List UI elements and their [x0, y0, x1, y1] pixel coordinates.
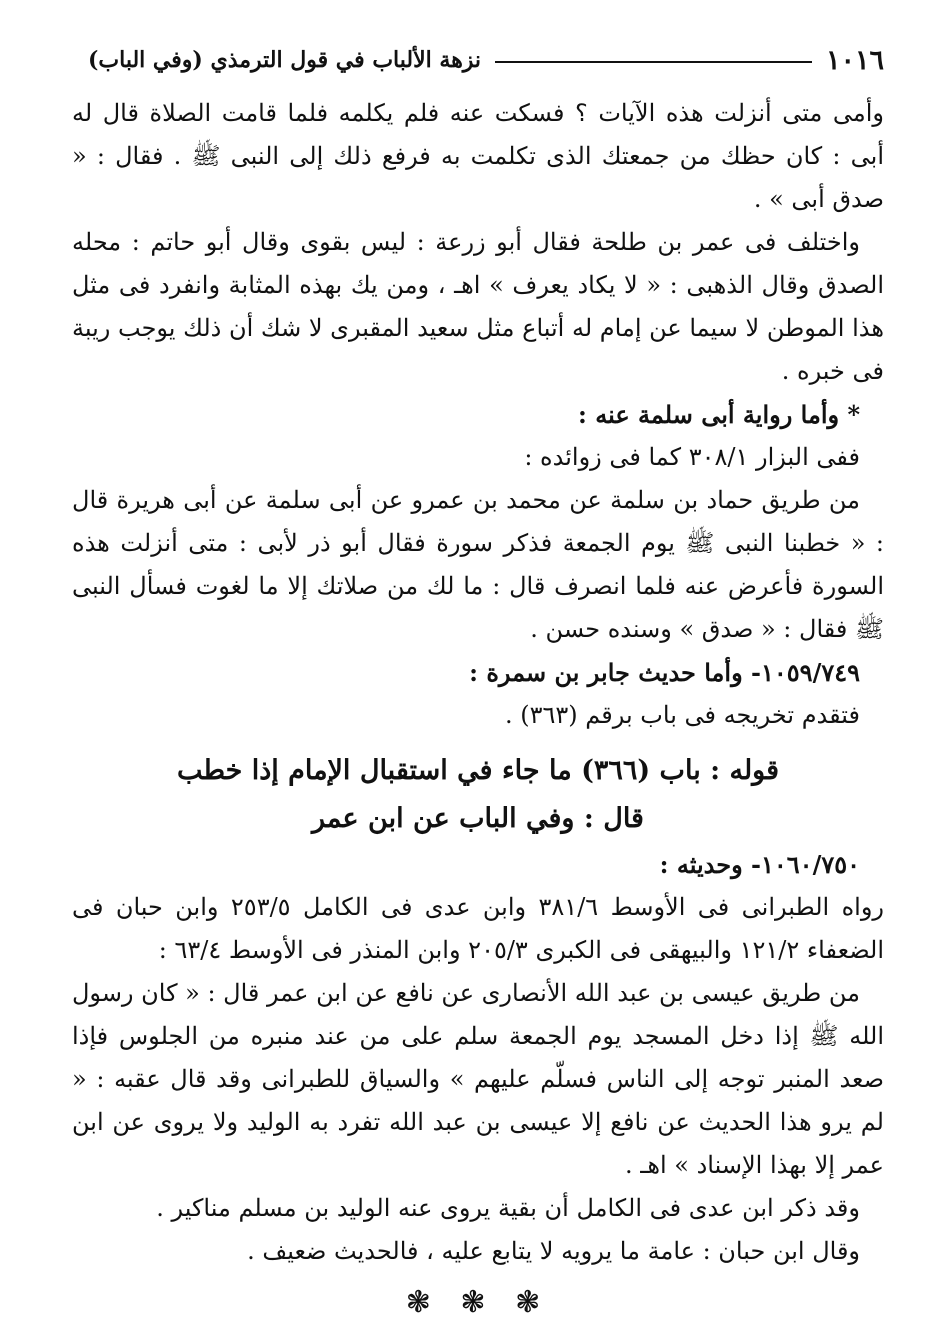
paragraph-2: واختلف فى عمر بن طلحة فقال أبو زرعة : ليس بقوى وقال أبو حاتم : محله الصدق وقال الذهبى : « لا يكاد يعرف » اهـ ، ومن يك بهذه المثابة وانفرد فى مثل هذا الموطن لا سيما عن إمام له أتباع مثل سعيد المقبرى لا شك أن ذلك يوجب ريبة فى خبره .	[72, 228, 884, 385]
hadith-heading-1060: ١٠٦٠/٧٥٠- وحديثه :	[659, 850, 860, 879]
page-number: ١٠١٦	[825, 44, 884, 76]
paragraph-1: وأمى متى أنزلت هذه الآيات ؟ فسكت عنه فلم يكلمه فلما قامت الصلاة قال له أبى : كان حظك من جمعتك الذى تكلمت به فرفع ذلك إلى النبى ﷺ . فقال : « صدق أبى » .	[72, 99, 885, 213]
hadith-heading-1059: ١٠٥٩/٧٤٩- وأما حديث جابر بن سمرة :	[469, 658, 860, 687]
page-body	[72, 92, 884, 1324]
paragraph-sources: رواه الطبرانى فى الأوسط ٣٨١/٦ وابن عدى فى الكامل ٢٥٣/٥ وابن حبان فى الضعفاء ١٢١/٢ والبيهقى فى الكبرى ٢٠٥/٣ وابن المنذر فى الأوسط ٦٣/٤ :	[72, 893, 884, 964]
section-end-ornament: ❃ ❃ ❃	[405, 1285, 551, 1320]
paragraph-takhrij: فتقدم تخريجه فى باب برقم (٣٦٣) .	[505, 701, 860, 729]
page-header	[88, 40, 884, 80]
header-rule	[495, 61, 812, 63]
paragraph-isa: من طريق عيسى بن عبد الله الأنصارى عن نافع عن ابن عمر قال : « كان رسول الله ﷺ إذا دخل المسجد يوم الجمعة سلم على من عند منبره من الجلوس فإذا صعد المنبر توجه إلى الناس فسلّم عليهم » والسياق للطبرانى وقد قال عقبه : « لم يرو هذا الحديث عن نافع إلا عيسى بن عبد الله تفرد به الوليد ولا يروى عن ابن عمر إلا بهذا الإسناد » اهـ .	[71, 979, 884, 1179]
paragraph-hammad: من طريق حماد بن سلمة عن محمد بن عمرو عن أبى سلمة عن أبى هريرة قال : « خطبنا النبى ﷺ يوم الجمعة فذكر سورة فقال أبو ذر لأبى : متى أنزلت هذه السورة فأعرض عنه فلما انصرف قال : ما لك من صلاتك إلا ما لغوت فسأل النبى ﷺ فقال : « صدق » وسنده حسن .	[72, 486, 884, 643]
running-title: نزهة الألباب في قول الترمذي (وفي الباب)	[88, 47, 482, 73]
paragraph-ibn-adi: وقد ذكر ابن عدى فى الكامل أن بقية يروى عنه الوليد بن مسلم مناكير .	[156, 1194, 860, 1222]
paragraph-bazzar: ففى البزار ٣٠٨/١ كما فى زوائده :	[524, 443, 860, 471]
subheading-abu-salama: * وأما رواية أبى سلمة عنه :	[578, 400, 860, 429]
spacer	[72, 737, 884, 747]
chapter-title: قوله : باب (٣٦٦) ما جاء في استقبال الإمام إذا خطب	[176, 755, 780, 786]
chapter-subtitle: قال : وفي الباب عن ابن عمر	[312, 803, 644, 834]
paragraph-ibn-hibban: وقال ابن حبان : عامة ما يرويه لا يتابع عليه ، فالحديث ضعيف .	[247, 1237, 860, 1265]
